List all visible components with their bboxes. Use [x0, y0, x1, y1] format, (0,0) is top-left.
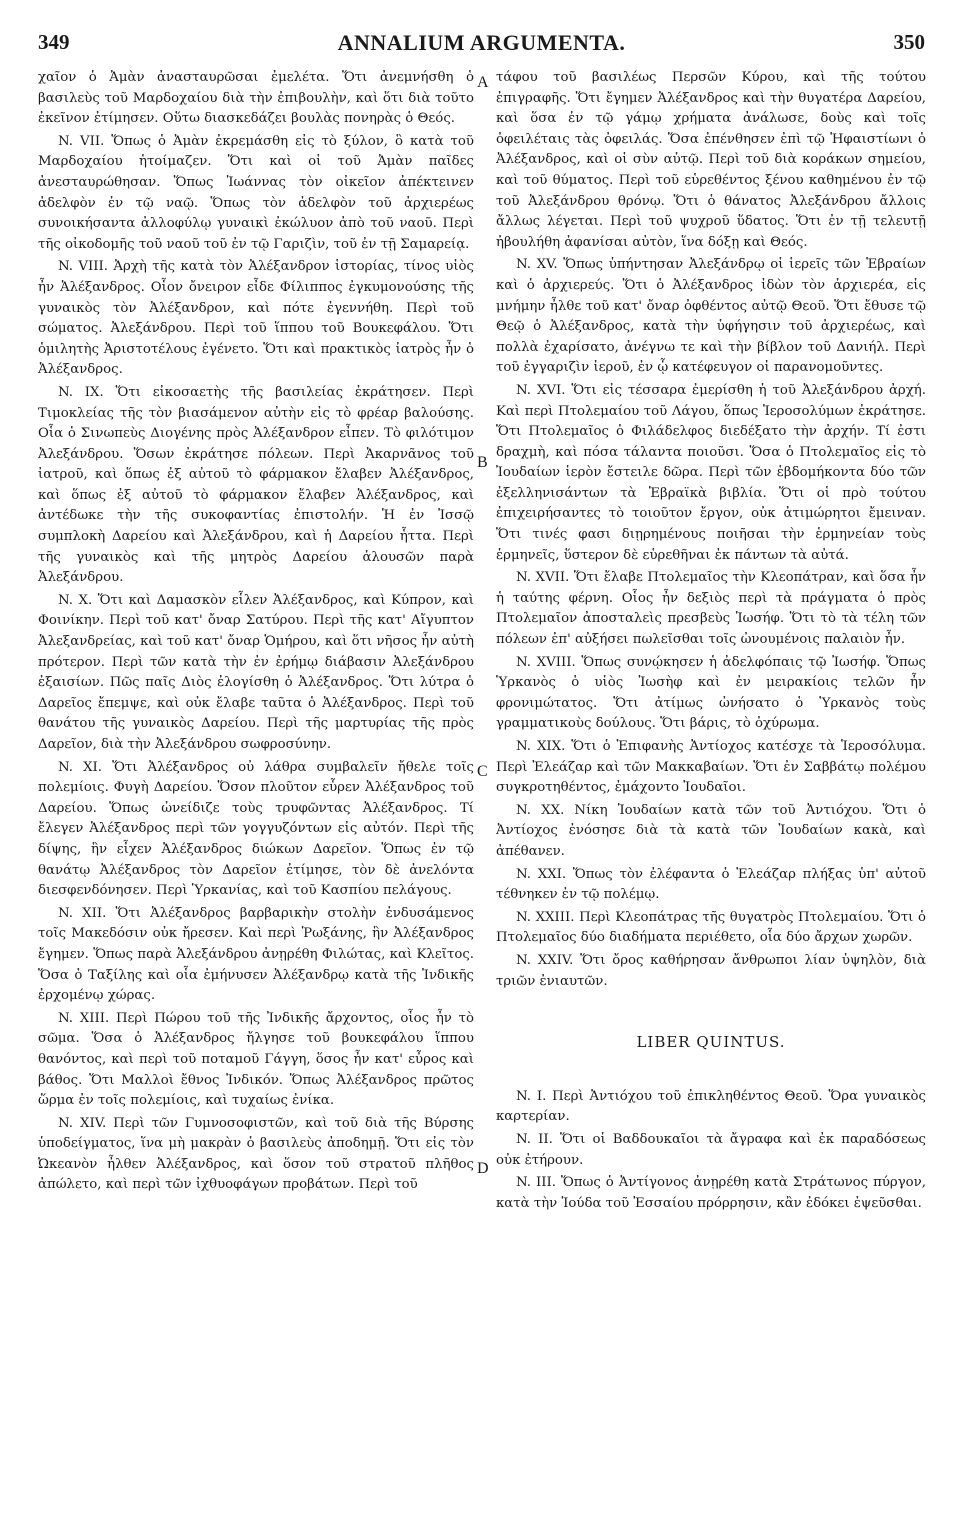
- paragraph: N. XIV. Περὶ τῶν Γυμνοσοφιστῶν, καὶ τοῦ διὰ τῆς Βύρσης ὑποδείγματος, ἵνα μὴ μακρὰν ὁ βασιλεὺς ἀποδημῇ. Ὅτι εἰς τὸν Ὠκεανὸν ἦλθεν Ἀλέξανδρος, καὶ ὅσον τοῦ στρατοῦ πλῆθος ἀπώλετο, καὶ περὶ τῶν ἰχθυοφάγων προβάτων. Περὶ τοῦ: [38, 1115, 474, 1193]
- paragraph: N. XII. Ὅτι Ἀλέξανδρος βαρβαρικὴν στολὴν ἐνδυσάμενος τοῖς Μακεδόσιν οὐκ ἤρεσεν. Καὶ περὶ Ῥωξάνης, ἣν Ἀλέξανδρος ἔγημεν. Ὅπως παρὰ Ἀλεξάνδρου ἀνῃρέθη Φιλώτας, καὶ Κλεῖτος. Ὅσα ὁ Ταξίλης καὶ οἷα ἐμήνυσεν Ἀλέξανδρῳ κατὰ τῆς Ἰνδικῆς ἐρχομένῳ χώρας.: [38, 905, 474, 1004]
- left-column: [38, 68, 474, 1196]
- paragraph: τάφου τοῦ βασιλέως Περσῶν Κύρου, καὶ τῆς τούτου ἐπιγραφῆς. Ὅτι ἔγημεν Ἀλέξανδρος καὶ τὴν θυγατέρα Δαρείου, καὶ ὅσα ἐν τῷ γάμῳ χρήματα ἀνάλωσε, δοὺς καὶ τοῖς ὀφειλέταις τὰς ὀφειλάς. Ὅσα ἐπένθησεν ἐπὶ τῷ Ἡφαιστίωνι ὁ Ἀλέξανδρος, καὶ οἱ σὺν αὐτῷ. Περὶ τοῦ διὰ κοράκων σημείου, καὶ τοῦ θύματος. Περὶ τοῦ εὑρεθέντος ξένου καθημένου ἐν τῷ τοῦ Ἀλεξάνδρου θρόνῳ. Ὅτι ὁ θάνατος Ἀλεξάνδρου ἄλλοις ἄλλως λέγεται. Περὶ τοῦ ψυχροῦ ὕδατος. Ὅτι ἐν τῇ τελευτῇ ἠβουλήθη ἀφανίσαι αὐτὸν, ἵνα δόξῃ καὶ Θεός.: [496, 70, 926, 250]
- paragraph: N. IX. Ὅτι εἰκοσαετὴς τῆς βασιλείας ἐκράτησεν. Περὶ Τιμοκλείας τῆς τὸν βιασάμενον αὐτὴν εἰς τὸ φρέαρ βαλούσης. Οἷα ὁ Σινωπεὺς Διογένης πρὸς Ἀλέξανδρον εἶπεν. Τὸ φιλότιμον Ἀλεξάνδρου. Ὅσων ἐκράτησε πόλεων. Περὶ Ἀκαρνᾶνος τοῦ ἰατροῦ, καὶ ὅπως ἐξ αὐτοῦ τὸ φάρμακον ἔλαβεν Ἀλέξανδρος, καὶ ὅπως ἐξ αὐτοῦ τὸ φάρμακον ἔλαβεν Ἀλέξανδρος, καὶ ἀντέδωκε τὴν τῆς συκοφαντίας ἐπιστολήν. Ἡ ἐν Ἰσσῷ συμπλοκὴ Δαρείου καὶ Ἀλεξάνδρου, καὶ ἡ Δαρείου ἧττα. Περὶ τῆς γυναικὸς καὶ τῆς μητρὸς Δαρείου ἁλουσῶν παρὰ Ἀλεξάνδρου.: [38, 384, 474, 586]
- paragraph: N. XV. Ὅπως ὑπήντησαν Ἀλεξάνδρῳ οἱ ἱερεῖς τῶν Ἑβραίων καὶ ὁ ἀρχιερεύς. Ὅτι ὁ Ἀλέξανδρος ἰδὼν τὸν ἀρχιερέα, εἰς μνήμην ἦλθε τοῦ κατ' ὄναρ ὀφθέντος αὐτῷ Θεοῦ. Ὅτι ἔθυσε τῷ Θεῷ ὁ Ἀλέξανδρος, κατὰ τὴν ὑφήγησιν τοῦ ἀρχιερέως, καὶ πολλὰ ἐχαρίσατο, ἀνέγνω τε καὶ τὴν βίβλον τοῦ Δανιήλ. Περὶ τοῦ ἐγγαριζὶν ἱεροῦ, ἐν ᾧ κατέφευγον οἱ παρανομοῦντες.: [496, 257, 926, 376]
- page-header: [38, 30, 925, 60]
- margin-marker-b: B: [477, 454, 488, 471]
- paragraph: N. XXI. Ὅπως τὸν ἐλέφαντα ὁ Ἐλεάζαρ πλήξας ὑπ' αὐτοῦ τέθνηκεν ἐν τῷ πολέμῳ.: [496, 866, 926, 903]
- paragraph: N. XI. Ὅτι Ἀλέξανδρος οὐ λάθρα συμβαλεῖν ἤθελε τοῖς πολεμίοις. Φυγὴ Δαρείου. Ὅσον πλοῦτον εὗρεν Ἀλέξανδρος τοῦ Δαρείου. Ὅπως ὠνείδιζε τοὺς τρυφῶντας Ἀλέξανδρος. Τί ἔλεγεν Ἀλέξανδρος περὶ τῶν γογγυζόντων εἰς αὐτόν. Περὶ τῆς δίψης, ἣν εἶχεν Ἀλέξανδρος διώκων Δαρεῖον. Ὅπως ἐν τῷ θανάτῳ Ἀλέξανδρος τὸν Δαρεῖον ἐτίμησε, τὸν δὲ ἀνελόντα διεσφενδόνησεν. Περὶ Ὑρκανίας, καὶ τοῦ Κασπίου πελάγους.: [38, 759, 474, 899]
- paragraph: N. III. Ὅπως ὁ Ἀντίγονος ἀνῃρέθη κατὰ Στράτωνος πύργον, κατὰ τὴν Ἰούδα τοῦ Ἐσσαίου πρόρρησιν, κἂν ἐδόκει ἐψεῦσθαι.: [496, 1175, 926, 1211]
- margin-marker-a: A: [477, 74, 489, 91]
- paragraph: N. X. Ὅτι καὶ Δαμασκὸν εἷλεν Ἀλέξανδρος, καὶ Κύπρον, καὶ Φοινίκην. Περὶ τοῦ κατ' ὄναρ Σατύρου. Περὶ τῆς κατ' Αἴγυπτον Ἀλεξανδρείας, καὶ τοῦ κατ' ὄναρ Ὁμήρου, καὶ ὅτι νῆσος ἦν αὐτὴ πρότερον. Περὶ τῶν κατὰ τὴν ἐν ἐρήμῳ διάβασιν Ἀλεξάνδρου ἐξαισίων. Πῶς παῖς Διὸς ἐλογίσθη ὁ Ἀλέξανδρος. Ὅτι λύτρα ὁ Δαρεῖος ἔπεμψε, καὶ οὐκ ἔλαβε ταῦτα ὁ Ἀλέξανδρος. Περὶ τοῦ θανάτου τῆς γυναικὸς Δαρείου. Περὶ τῆς μαρτυρίας τῆς πρὸς Δαρεῖον, διὰ τὴν Ἀλεξάνδρου σωφροσύνην.: [38, 592, 474, 752]
- right-column: [496, 68, 926, 1214]
- running-title: ANNALIUM ARGUMENTA.: [337, 30, 626, 55]
- margin-marker-d: D: [477, 1160, 489, 1177]
- paragraph: N. XXIV. Ὅτι ὄρος καθήρησαν ἄνθρωποι λίαν ὑψηλὸν, διὰ τριῶν ἐνιαυτῶν.: [496, 952, 926, 989]
- paragraph: N. II. Ὅτι οἱ Βαδδουκαῖοι τὰ ἄγραφα καὶ ἐκ παραδόσεως οὐκ ἐτήρουν.: [496, 1131, 926, 1168]
- page-number-right: 350: [893, 30, 925, 54]
- paragraph: N. XVII. Ὅτι ἔλαβε Πτολεμαῖος τὴν Κλεοπάτραν, καὶ ὅσα ἦν ἡ ταύτης φέρνη. Οἷος ἦν δεξιὸς περὶ τὰ πράγματα ὁ πρὸς Πτολεμαῖον ἀποσταλεὶς πρεσβεὺς Ἰωσήφ. Ὅτι τὸ τὰ τέλη τῶν πόλεων ἐπ' αὐξήσει πωλεῖσθαι τοῖς ὠνουμένοις παλαιὸν ἦν.: [496, 570, 926, 648]
- paragraph: N. VII. Ὅπως ὁ Ἀμὰν ἐκρεμάσθη εἰς τὸ ξύλον, ὃ κατὰ τοῦ Μαρδοχαίου ἡτοίμαζεν. Ὅτι καὶ οἱ τοῦ Ἀμὰν παῖδες ἀνεσταυρώθησαν. Ὅπως Ἰωάννας τὸν οἰκεῖον ἀπέκτεινεν ἀδελφὸν ἐν τῷ ναῷ. Ὅπως τὸν ἀδελφὸν τοῦ ἀρχιερέως συνοικήσαντα ἀλλοφύλῳ γυναικὶ ἐκώλυον ἀπὸ τοῦ ναοῦ. Περὶ τῆς οἰκοδομῆς τοῦ ναοῦ τοῦ ἐν τῷ Γαριζὶν, τοῦ ἐν τῇ Σαμαρείᾳ.: [38, 133, 474, 252]
- margin-marker-c: C: [477, 763, 488, 780]
- page-number-left: 349: [38, 30, 70, 54]
- paragraph: N. XVI. Ὅτι εἰς τέσσαρα ἐμερίσθη ἡ τοῦ Ἀλεξάνδρου ἀρχή. Καὶ περὶ Πτολεμαίου τοῦ Λάγου, ὅπως Ἱεροσολύμων ἐκράτησε. Ὅτι Πτολεμαῖος ὁ Φιλάδελφος διεδέξατο τὴν ἀρχήν. Τί ἐστι δραχμὴ, καὶ πόσα τάλαντα ποιοῦσι. Ὅσα ὁ Πτολεμαῖος εἰς τὸ Ἰουδαίων ἱερὸν ἔστειλε δῶρα. Περὶ τῶν ἑβδομήκοντα δύο τῶν ἐξελληνισάντων τὰ Ἑβραϊκὰ βιβλία. Ὅτι οἱ πρὸ τούτου ἐπιχειρήσαντες τὸ τοιοῦτον ἔργον, οὐκ ἀτιμώρητοι ἔμειναν. Ὅτι τινές φασι διῃρημένους ποιῆσαι τὴν ἑρμηνείαν τοὺς ἑρμηνεῖς, ὕστερον δὲ εὑρεθῆναι ἐκ πάντων τὰ αὐτά.: [496, 382, 926, 563]
- section-heading: LIBER QUINTUS.: [636, 1033, 786, 1052]
- paragraph: N. XVIII. Ὅπως συνῴκησεν ἡ ἀδελφόπαις τῷ Ἰωσήφ. Ὅπως Ὑρκανὸς ὁ υἱὸς Ἰωσὴφ καὶ ἐν μειρακίοις τελῶν ἦν φρονιμώτατος. Ὅτι ἀτίμως ὠνήσατο ὁ Ὑρκανὸς τοὺς γραμματικοὺς δούλους. Ὅτι βάρις, τὸ ὀχύρωμα.: [496, 654, 926, 732]
- paragraph: χαῖον ὁ Ἀμὰν ἀνασταυρῶσαι ἐμελέτα. Ὅτι ἀνεμνήσθη ὁ βασιλεὺς τοῦ Μαρδοχαίου διὰ τὴν ἐπιβουλὴν, καὶ ὅτι διὰ τοῦτο ἐκεῖνον ἐτίμησεν. Οὕτω διασκεδάζει βουλὰς πονηρὰς ὁ Θεός.: [38, 70, 474, 127]
- paragraph: N. VIII. Ἀρχὴ τῆς κατὰ τὸν Ἀλέξανδρον ἱστορίας, τίνος υἱὸς ἦν Ἀλέξανδρος. Οἷον ὄνειρον εἶδε Φίλιππος ἐγκυμονούσης τῆς γυναικὸς τὸν Ἀλέξανδρον, καὶ πότε ἐγεννήθη. Περὶ τοῦ σώματος. Ἀλεξάνδρου. Περὶ τοῦ ἵππου τοῦ Βουκεφάλου. Ὅτι ὁμιλητὴς Ἀριστοτέλους ἐγένετο. Ὅτι καὶ πρακτικὸς ἰατρὸς ἦν ὁ Ἀλέξανδρος.: [38, 259, 474, 378]
- paragraph: N. XXIII. Περὶ Κλεοπάτρας τῆς θυγατρὸς Πτολεμαίου. Ὅτι ὁ Πτολεμαῖος δύο διαδήματα περιέθετο, οἷα δύο ἄρχων χωρῶν.: [496, 909, 926, 946]
- paragraph: N. XIX. Ὅτι ὁ Ἐπιφανὴς Ἀντίοχος κατέσχε τὰ Ἱεροσόλυμα. Περὶ Ἐλεάζαρ καὶ τῶν Μακκαβαίων. Ὅτι ἐν Σαββάτῳ πολέμου συγκροτηθέντος, ἐμάχοντο Ἰουδαῖοι.: [496, 739, 926, 796]
- paragraph: N. XIII. Περὶ Πώρου τοῦ τῆς Ἰνδικῆς ἄρχοντος, οἷος ἦν τὸ σῶμα. Ὅσα ὁ Ἀλέξανδρος ἤλγησε τοῦ βουκεφάλου ἵππου θανόντος, καὶ περὶ τοῦ ποταμοῦ Γάγγη, ὅσος ἦν κατ' εὖρος καὶ βάθος. Ὅτι Μαλλοὶ ἔθνος Ἰνδικόν. Ὅπως Ἀλέξανδρος πρῶτος ὥρμα ἐν τοῖς πολεμίοις, καὶ τυχαίως ἐνίκα.: [38, 1010, 474, 1109]
- paragraph: N. XX. Νίκη Ἰουδαίων κατὰ τῶν τοῦ Ἀντιόχου. Ὅτι ὁ Ἀντίοχος ἐνόσησε διὰ τὰ κατὰ τῶν Ἰουδαίων κακὰ, καὶ ἀπέθανεν.: [496, 802, 926, 859]
- paragraph: N. I. Περὶ Ἀντιόχου τοῦ ἐπικληθέντος Θεοῦ. Ὅρα γυναικὸς καρτερίαν.: [496, 1088, 926, 1125]
